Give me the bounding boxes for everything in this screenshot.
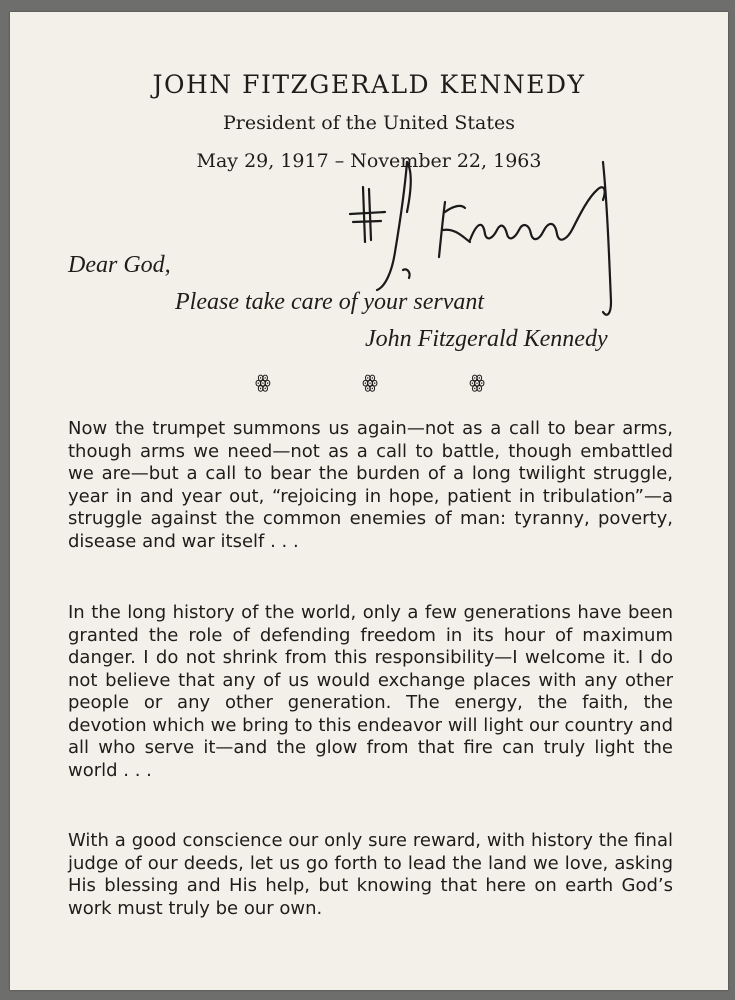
prayer-name: John Fitzgerald Kennedy xyxy=(365,326,608,352)
prayer-line: Please take care of your servant xyxy=(175,289,485,315)
ornament-row xyxy=(255,372,485,393)
paragraph-history: In the long history of the world, only a few generations have been granted the role of defending freedom in its hour of maximum danger. I do not shrink from this responsibility—I welcome it. I do not believe that any of us would exchange places with any other people or any other generation. The energy, the faith, the devotion which we bring to this endeavor will light our country and all who serve it—and the glow from that fire can truly light the world . . . xyxy=(68,602,673,781)
prayer-greeting: Dear God, xyxy=(68,252,171,278)
paragraph-conscience: With a good conscience our only sure reward, with history the final judge of our deeds, let us go forth to lead the land we love, asking His blessing and His help, but knowing that here on earth God’s work must truly be our own. xyxy=(68,830,673,919)
memorial-card xyxy=(10,12,728,990)
office-subtitle: President of the United States xyxy=(223,112,515,134)
paragraph-trumpet: Now the trumpet summons us again—not as a call to bear arms, though arms we need—not as a call to battle, though embattled we are—but a call to bear the burden of a long twilight struggle, year in and year out, “rejoicing in hope, patient in tribulation”—a struggle against the common enemies of man: tyranny, poverty, disease and war itself . . . xyxy=(68,418,673,552)
life-dates: May 29, 1917 – November 22, 1963 xyxy=(196,150,542,172)
ornament-right: ꙮ xyxy=(469,372,485,393)
page-title: JOHN FITZGERALD KENNEDY xyxy=(152,70,586,99)
handwritten-signature xyxy=(345,142,645,342)
ornament-middle: ꙮ xyxy=(362,372,378,393)
ornament-left: ꙮ xyxy=(255,372,271,393)
